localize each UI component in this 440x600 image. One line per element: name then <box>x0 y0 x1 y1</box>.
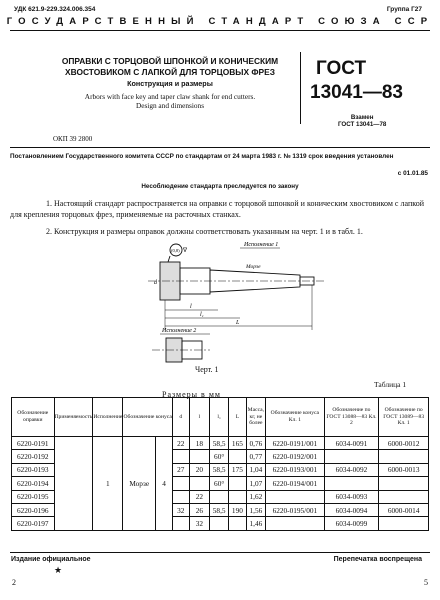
paragraph-1: 1. Настоящий стандарт распространяется на оправки с торцовой шпонкой и коническим хвостовиком с лапкой для крепления торцовых фрез, применяемые на расточных станках. <box>10 199 424 219</box>
table-cell <box>210 517 229 530</box>
col-gost-13088: Обозначение по ГОСТ 13088—83 Кл. 2 <box>324 398 379 437</box>
udk-code: УДК 621.9-229.324.006.354 <box>14 6 96 13</box>
table-cell: 20 <box>189 463 209 476</box>
dim-d-label: d <box>154 280 157 286</box>
table-cell: 58,5 <box>210 463 229 476</box>
edition-note: Издание официальное <box>11 556 91 563</box>
gost-number: 13041—83 <box>310 82 403 103</box>
divider <box>10 30 430 31</box>
english-title <box>50 92 290 110</box>
table-cell: 6220-0191 <box>12 437 55 450</box>
table-cell: 1,46 <box>246 517 266 530</box>
table-row <box>12 437 429 450</box>
label-execution-1: Исполнение 1 <box>244 242 279 248</box>
table-cell: 6220-0191/001 <box>266 437 324 450</box>
decree-text: Постановлением Государственного комитета СССР по стандартам от 24 марта 1983 г. № 1319 срок введения установлен <box>10 153 394 160</box>
surface-mark-label: (0,8) <box>171 248 180 253</box>
table-cell: 6000-0012 <box>379 437 429 450</box>
table-cell: 6220-0194/001 <box>266 477 324 490</box>
table-cell: 175 <box>229 463 246 476</box>
table-cell: 1,04 <box>246 463 266 476</box>
table-cell: 6220-0196 <box>12 503 55 516</box>
document-title <box>50 56 290 77</box>
table-cell <box>229 490 246 503</box>
replaces-label: Взамен <box>350 114 374 121</box>
table-header-row <box>12 398 429 437</box>
table-cell: 60° <box>210 450 229 463</box>
dim-l-label: l <box>190 304 192 310</box>
table-cell <box>229 477 246 490</box>
page-number-right: 5 <box>424 578 428 587</box>
table-cell <box>324 450 379 463</box>
document-subtitle: Конструкция и размеры <box>127 79 213 88</box>
table-number: Таблица 1 <box>374 380 407 389</box>
col-l1: l₁ <box>210 398 229 437</box>
gost-label: ГОСТ <box>316 58 367 79</box>
table-cell: 6220-0195/001 <box>266 503 324 516</box>
table-cell: 1,07 <box>246 477 266 490</box>
col-d: d <box>172 398 189 437</box>
roughness-symbol: ∇ <box>183 247 188 254</box>
taper-label: Морзе <box>246 264 261 270</box>
reprint-note: Перепечатка воспрещена <box>333 556 422 563</box>
table-cell: 6000-0014 <box>379 503 429 516</box>
table-cell: 6220-0192 <box>12 450 55 463</box>
table-cell: Морзе <box>123 437 156 531</box>
col-code: Обозначение оправки <box>12 398 55 437</box>
table-cell: 6220-0193 <box>12 463 55 476</box>
replaces-block <box>338 114 386 129</box>
col-cone-code: Обозначение конуса Кл. 1 <box>266 398 324 437</box>
table-cell <box>379 517 429 530</box>
label-execution-2: Исполнение 2 <box>162 328 197 334</box>
technical-drawing <box>0 238 440 368</box>
table-cell <box>210 490 229 503</box>
star-icon: ★ <box>54 565 63 575</box>
table-cell <box>379 490 429 503</box>
table-cell: 22 <box>189 490 209 503</box>
table-cell: 6220-0192/001 <box>266 450 324 463</box>
table-cell <box>266 517 324 530</box>
table-cell: 58,5 <box>210 503 229 516</box>
dim-l1-label: l₁ <box>200 312 204 318</box>
standard-banner: ГОСУДАРСТВЕННЫЙ СТАНДАРТ СОЮЗА ССР <box>6 16 434 27</box>
table-cell <box>189 450 209 463</box>
table-cell <box>379 477 429 490</box>
col-gost-13089: Обозначение по ГОСТ 13089—83 Кл. 1 <box>379 398 429 437</box>
effective-date: с 01.01.85 <box>397 170 428 177</box>
table-cell: 6034-0092 <box>324 463 379 476</box>
violation-notice: Несоблюдение стандарта преследуется по закону <box>141 183 299 190</box>
table-cell: 6034-0099 <box>324 517 379 530</box>
table-cell: 4 <box>156 437 173 531</box>
col-applicability: Применяемость <box>54 398 93 437</box>
english-title-line-2: Design and dimensions <box>135 101 205 110</box>
table-cell: 27 <box>172 463 189 476</box>
table-cell <box>379 450 429 463</box>
divider <box>10 552 430 553</box>
dimensions-table <box>11 397 429 531</box>
table-cell <box>189 477 209 490</box>
page-number-left: 2 <box>12 578 16 587</box>
table-cell <box>266 490 324 503</box>
title-separator <box>300 52 301 124</box>
table-cell <box>324 477 379 490</box>
table-cell <box>172 477 189 490</box>
table-cell: 32 <box>172 503 189 516</box>
paragraph-2: 2. Конструкция и размеры оправок должны соответствовать указанным на черт. 1 и в табл. 1. <box>46 227 363 236</box>
table-cell: 165 <box>229 437 246 450</box>
table-cell: 1 <box>93 437 123 531</box>
table-cell: 0,76 <box>246 437 266 450</box>
table-cell: 6000-0013 <box>379 463 429 476</box>
table-cell: 6220-0195 <box>12 490 55 503</box>
table-cell: 6034-0091 <box>324 437 379 450</box>
table-cell: 22 <box>172 437 189 450</box>
table-cell: 6220-0193/001 <box>266 463 324 476</box>
table-cell <box>172 450 189 463</box>
col-l: l <box>189 398 209 437</box>
table-cell: 58,5 <box>210 437 229 450</box>
table-cell: 0,77 <box>246 450 266 463</box>
dim-L-label: L <box>236 320 240 326</box>
table-cell <box>172 517 189 530</box>
title-line-2: ХВОСТОВИКОМ С ЛАПКОЙ ДЛЯ ТОРЦОВЫХ ФРЕЗ <box>65 66 275 77</box>
col-mass: Масса, кг, не более <box>246 398 266 437</box>
table-cell <box>229 517 246 530</box>
figure-caption: Черт. 1 <box>195 365 219 374</box>
col-cone: Обозначение конуса <box>123 398 173 437</box>
table-cell: 6220-0194 <box>12 477 55 490</box>
replaces-standard: ГОСТ 13041—78 <box>338 121 387 129</box>
table-cell: 32 <box>189 517 209 530</box>
table-cell <box>229 450 246 463</box>
table-cell: 6034-0094 <box>324 503 379 516</box>
table-cell: 18 <box>189 437 209 450</box>
divider <box>10 147 430 148</box>
table-cell: 1,56 <box>246 503 266 516</box>
table-cell: 1,62 <box>246 490 266 503</box>
table-units: Размеры в мм <box>162 390 221 399</box>
table-cell <box>54 437 93 531</box>
col-L: L <box>229 398 246 437</box>
table-cell: 60° <box>210 477 229 490</box>
title-line-1: ОПРАВКИ С ТОРЦОВОЙ ШПОНКОЙ И КОНИЧЕСКИМ <box>61 56 279 66</box>
table-cell: 26 <box>189 503 209 516</box>
table-cell: 190 <box>229 503 246 516</box>
table-cell <box>172 490 189 503</box>
col-execution: Исполнение <box>93 398 123 437</box>
table-cell: 6220-0197 <box>12 517 55 530</box>
group-code: Группа Г27 <box>386 6 422 13</box>
english-title-line-1: Arbors with face key and taper claw shank for end cutters. <box>84 92 256 101</box>
okp-code: ОКП 39 2800 <box>53 135 93 143</box>
table-cell: 6034-0093 <box>324 490 379 503</box>
